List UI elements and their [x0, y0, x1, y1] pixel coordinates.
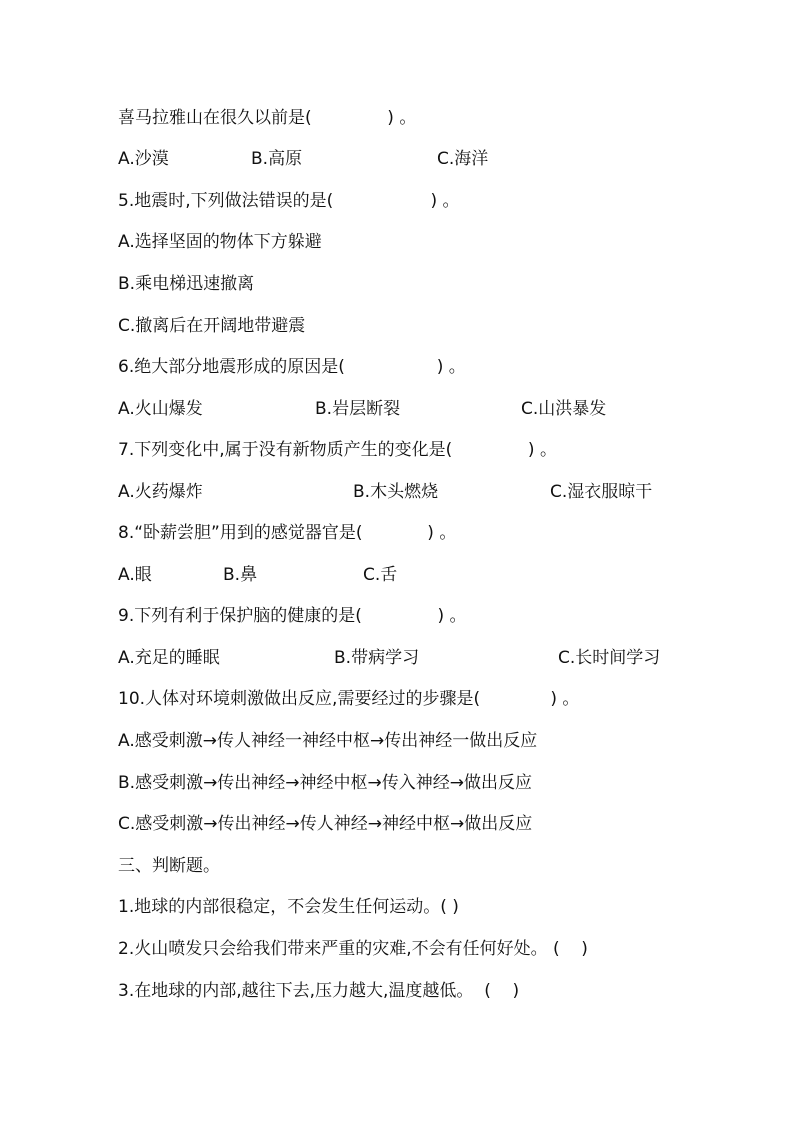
option-c: C.感受刺激→传出神经→传人神经→神经中枢→做出反应 — [118, 814, 533, 834]
option-b: B.感受刺激→传出神经→神经中枢→传入神经→做出反应 — [118, 773, 533, 793]
judgment-question-3: 3.在地球的内部,越往下去,压力越大,温度越低。 ( ) — [118, 981, 520, 1001]
option-b: B.岩层断裂 — [315, 399, 401, 419]
question-8: 8.“卧薪尝胆”用到的感觉器官是( ) 。 — [118, 523, 457, 543]
option-a: A.选择坚固的物体下方躲避 — [118, 232, 322, 252]
option-b: B.带病学习 — [334, 648, 420, 668]
option-a: A.眼 — [118, 565, 152, 585]
question-stem-himalaya: 喜马拉雅山在很久以前是( ) 。 — [118, 108, 417, 128]
option-c: C.长时间学习 — [558, 648, 661, 668]
option-c: C.撤离后在开阔地带避震 — [118, 316, 306, 336]
question-9: 9.下列有利于保护脑的健康的是( ) 。 — [118, 606, 467, 626]
option-b: B.木头燃烧 — [353, 482, 439, 502]
option-b: B.鼻 — [223, 565, 258, 585]
judgment-question-2: 2.火山喷发只会给我们带来严重的灾难,不会有任何好处。 ( ) — [118, 939, 588, 959]
option-a: A.火药爆炸 — [118, 482, 203, 502]
question-10: 10.人体对环境刺激做出反应,需要经过的步骤是( ) 。 — [118, 689, 580, 709]
option-a: A.充足的睡眠 — [118, 648, 220, 668]
question-5: 5.地震时,下列做法错误的是( ) 。 — [118, 191, 460, 211]
option-a: A.感受刺激→传人神经一神经中枢→传出神经一做出反应 — [118, 731, 538, 751]
section-heading-true-false: 三、判断题。 — [118, 856, 220, 876]
option-c: C.舌 — [363, 565, 398, 585]
option-b: B.乘电梯迅速撤离 — [118, 274, 255, 294]
option-c: C.海洋 — [437, 149, 489, 169]
option-b: B.高原 — [251, 149, 303, 169]
option-c: C.山洪暴发 — [521, 399, 607, 419]
question-7: 7.下列变化中,属于没有新物质产生的变化是( ) 。 — [118, 440, 557, 460]
judgment-question-1: 1.地球的内部很稳定，不会发生任何运动。( ) — [118, 897, 459, 917]
option-c: C.湿衣服晾干 — [550, 482, 653, 502]
option-a: A.火山爆发 — [118, 399, 203, 419]
option-a: A.沙漠 — [118, 149, 169, 169]
question-6: 6.绝大部分地震形成的原因是( ) 。 — [118, 357, 466, 377]
